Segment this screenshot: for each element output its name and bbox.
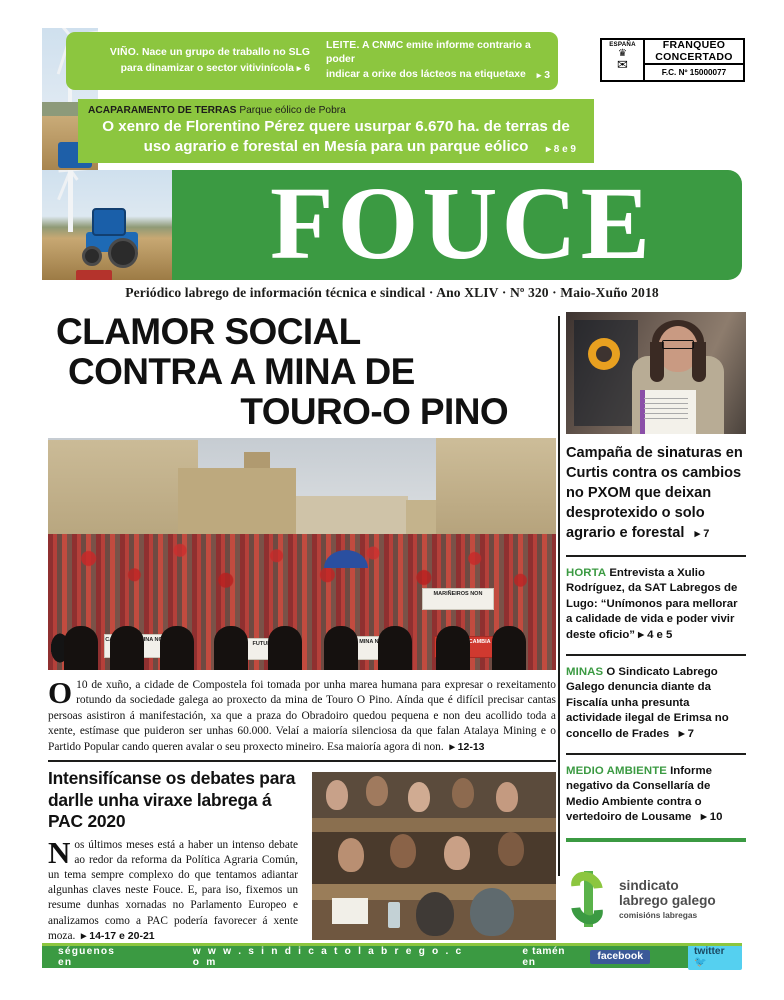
silhouette [268, 626, 302, 670]
top-teaser-banner [66, 32, 558, 90]
sidebar-item-minas-kicker: MINAS [566, 666, 604, 679]
sidebar-item-horta-text: Entrevista a Xulio Rodríguez, da SAT Labregos de Lugo: “Unímonos para mellorar a calidade de vida e poder vivir deste oficio” [566, 567, 738, 641]
twitter-badge[interactable] [688, 945, 742, 970]
sidebar-item-minas-page-number: 7 [687, 727, 694, 740]
teaser-leite[interactable] [318, 39, 558, 84]
main-headline-overlay [48, 352, 556, 432]
attendee [496, 782, 518, 812]
footer-follow-label: séguenos en [58, 946, 116, 968]
attendee [338, 838, 364, 872]
attendee [366, 776, 388, 806]
sidebar-divider [558, 316, 560, 876]
plough-shape [76, 270, 112, 280]
sidebar-lead-page-number: 7 [703, 528, 710, 540]
teaser-leite-kicker: LEITE. [326, 39, 360, 51]
sidebar-rule [566, 654, 746, 656]
post-horn-icon: ✉ [617, 57, 628, 72]
sidebar-item-medio-ambiente[interactable] [566, 764, 746, 826]
attendee [390, 834, 416, 868]
main-story-dropcap: O [48, 675, 73, 710]
sidebar-green-rule [566, 838, 746, 842]
postal-stamp [600, 38, 745, 82]
feature-teaser-kicker-sub: Parque eólico de Pobra [239, 105, 346, 116]
postal-stamp-text [645, 40, 743, 80]
main-story-page-number: 12-13 [457, 740, 485, 753]
feature-teaser-page: ▸ 8 e 9 [545, 144, 576, 155]
silhouette [214, 626, 248, 670]
top-strip [0, 0, 784, 170]
teaser-leite-line1: A CNMC emite informe contrario a poder [326, 39, 531, 66]
glasses-icon [662, 340, 694, 349]
sidebar-lead-page: ▸ 7 [688, 528, 710, 540]
masthead [42, 170, 742, 280]
sidebar-item-medio-ambiente-text: Informe negativo da Consellaría de Medio Ambiente contra o vertedoiro de Lousame [566, 765, 712, 824]
signature-sheet [640, 390, 696, 434]
second-story-body [48, 834, 298, 944]
crown-icon: ♛ [618, 48, 627, 59]
silhouette [378, 626, 412, 670]
teaser-vino-kicker: VIÑO. [109, 47, 140, 58]
attendee [498, 832, 524, 866]
facebook-badge[interactable]: facebook [590, 950, 650, 964]
sidebar-item-minas[interactable] [566, 665, 746, 742]
main-story[interactable] [48, 312, 556, 352]
tractor-front-wheel [82, 246, 102, 266]
ceres-logo [588, 338, 620, 370]
sidebar-item-medio-ambiente-page: ▸ 10 [694, 811, 723, 824]
main-headline-line1: CLAMOR SOCIAL [56, 311, 361, 352]
slg-tagline: comisións labregas [619, 909, 698, 920]
main-story-body [48, 675, 556, 755]
masthead-subtitle: Periódico labrego de información técnica e sindical · Ano XLIV · Nº 320 · Maio-Xuño 2018 [125, 285, 659, 300]
parliament-photo [312, 772, 556, 940]
masthead-title: FOUCE [270, 170, 654, 280]
second-story-page-number: 14-17 e 20-21 [89, 929, 155, 942]
sidebar-item-medio-ambiente-kicker: MEDIO AMBIENTE [566, 765, 667, 778]
main-story-text: 10 de xuño, a cidade de Compostela foi tomada por unha marea humana para expresar o rexeitamento rotundo da sociedade galega ao proxecto da mina de Touro O Pino. Aínda que é difícil precisar cantas persoas asistiron á manifestación, xa que a praza do Obradoiro quedou pequena e non deu acollido toda a xente, estímase que puideron ser unhas 60.000. Velaí a maioría silenciosa da que falan Atalaya Mining e o Partido Popular cando queren avalar o seu proxecto mineiro. Esa maioría agora di non. [48, 679, 556, 753]
slg-logo-mark-icon [566, 871, 610, 927]
attendee [408, 782, 430, 812]
sidebar-item-horta[interactable] [566, 566, 746, 643]
slg-name-line1: sindicato [619, 877, 679, 893]
page-arrow-icon: ▸ [536, 69, 542, 80]
desk-row [312, 818, 556, 832]
sidebar-rule [566, 555, 746, 557]
building-center [178, 468, 296, 538]
feature-teaser-headline-1: O xenro de Florentino Pérez quere usurpar 6.670 ha. de terras de [102, 118, 570, 135]
audience-row-back [312, 772, 556, 818]
silhouette [324, 626, 358, 670]
attendee [444, 836, 470, 870]
silhouette [110, 626, 144, 670]
sidebar-item-minas-text: O Sindicato Labrego Galego denuncia diante da Fiscalía unha presunta actividade ilegal de Erimsa no concello de Frades [566, 666, 729, 740]
feature-teaser-kicker [78, 99, 594, 116]
sidebar [566, 312, 746, 852]
silhouette [492, 626, 526, 670]
second-story-page[interactable]: ▸ 14-17 e 20-21 [78, 929, 155, 942]
demonstration-photo [48, 438, 556, 670]
second-story-text: os últimos meses está a haber un intenso debate ao redor da reforma da Política Agraria Común, un tema sempre complexo do que tentamos adiantar algunhas claves neste Fouce. E, para iso, fixemos un resume dunhas xornadas no Parlamento Europeo e analizamos como a PAC podería favorecer á xente moza. [48, 838, 298, 942]
tractor-icon [76, 208, 148, 270]
sidebar-item-horta-page: ▸ 4 e 5 [638, 628, 673, 641]
turbine-mast [68, 170, 73, 232]
attendee [452, 778, 474, 808]
teaser-vino-line2: para dinamizar o sector vitivinícola [120, 62, 294, 74]
postal-stamp-emblem [602, 40, 645, 80]
feature-teaser-page-number: 8 e 9 [553, 144, 576, 155]
main-headline-line2: CONTRA A MINA DE [68, 351, 415, 392]
footer-also-label: e tamén en [522, 946, 566, 968]
building-left [48, 440, 198, 536]
glass-door [574, 320, 638, 426]
twitter-label: twitter [694, 945, 725, 957]
tractor-rear-wheel [108, 238, 138, 268]
silhouette [436, 626, 470, 670]
sidebar-lead-story[interactable] [566, 443, 746, 544]
main-headline-line3: TOURO-O PINO [240, 391, 508, 432]
second-story-headline: Intensifícanse os debates para darlle unha viraxe labrega á PAC 2020 [48, 768, 296, 831]
sidebar-item-horta-page-number: 4 e 5 [647, 628, 673, 641]
attendee-foreground-right [470, 888, 514, 936]
footer-accent-band [42, 943, 742, 946]
footer-website-url[interactable]: w w w . s i n d i c a t o l a b r e g o . c o m [192, 946, 464, 968]
postal-stamp-country: ESPAÑA [609, 41, 636, 48]
slg-name-line2: labrego galego [619, 892, 716, 908]
name-placard [332, 898, 368, 924]
teaser-leite-page: 3 [544, 69, 550, 81]
slg-logo[interactable] [566, 868, 752, 930]
person-hair-right [692, 342, 706, 382]
tractor-cab [92, 208, 126, 236]
masthead-tractor-photo [42, 170, 172, 280]
signature-campaign-photo [566, 312, 746, 434]
turbine-blade-icon [58, 170, 102, 173]
sidebar-lead-text: Campaña de sinaturas en Curtis contra os cambios no PXOM que deixan desprotexido o solo agrario e forestal [566, 445, 743, 541]
sidebar-item-horta-kicker: HORTA [566, 567, 607, 579]
page-arrow-icon: ▸ [296, 62, 302, 73]
section-divider [48, 760, 556, 762]
teaser-vino[interactable] [66, 46, 318, 76]
protest-banner: MARIÑEIROS NON [422, 588, 494, 610]
sidebar-item-medio-ambiente-page-number: 10 [709, 811, 723, 824]
slg-logo-text [619, 878, 716, 921]
twitter-bird-icon: 🐦 [694, 956, 707, 968]
attendee-foreground-left [416, 892, 454, 936]
feature-teaser-kicker-bold: ACAPARAMENTO DE TERRAS [88, 105, 237, 116]
signature-lines [644, 398, 688, 399]
teaser-vino-line1: Nace un grupo de traballo no SLG [142, 47, 310, 58]
postal-stamp-fc: F.C. Nº 15000077 [661, 68, 727, 77]
second-story[interactable] [48, 768, 298, 944]
feature-teaser-headline-2: uso agrario e forestal en Mesía para un parque eólico [143, 138, 529, 155]
main-story-page[interactable]: ▸ 12-13 [446, 740, 485, 753]
sidebar-rule [566, 753, 746, 755]
teaser-vino-page: 6 [304, 62, 310, 74]
postal-stamp-line2: CONCERTADO [655, 50, 733, 63]
water-bottle [388, 902, 400, 928]
postal-stamp-line1: FRANQUEO [662, 39, 726, 51]
footer-bar [42, 946, 742, 968]
silhouette [160, 626, 194, 670]
feature-teaser-banner[interactable] [78, 99, 594, 163]
teaser-leite-line2: indicar a orixe dos lácteos na etiquetaxe [326, 68, 526, 80]
sidebar-item-minas-page: ▸ 7 [672, 727, 694, 740]
attendee [326, 780, 348, 810]
building-right [436, 438, 556, 538]
second-story-dropcap: N [48, 834, 71, 870]
silhouette [64, 626, 98, 670]
